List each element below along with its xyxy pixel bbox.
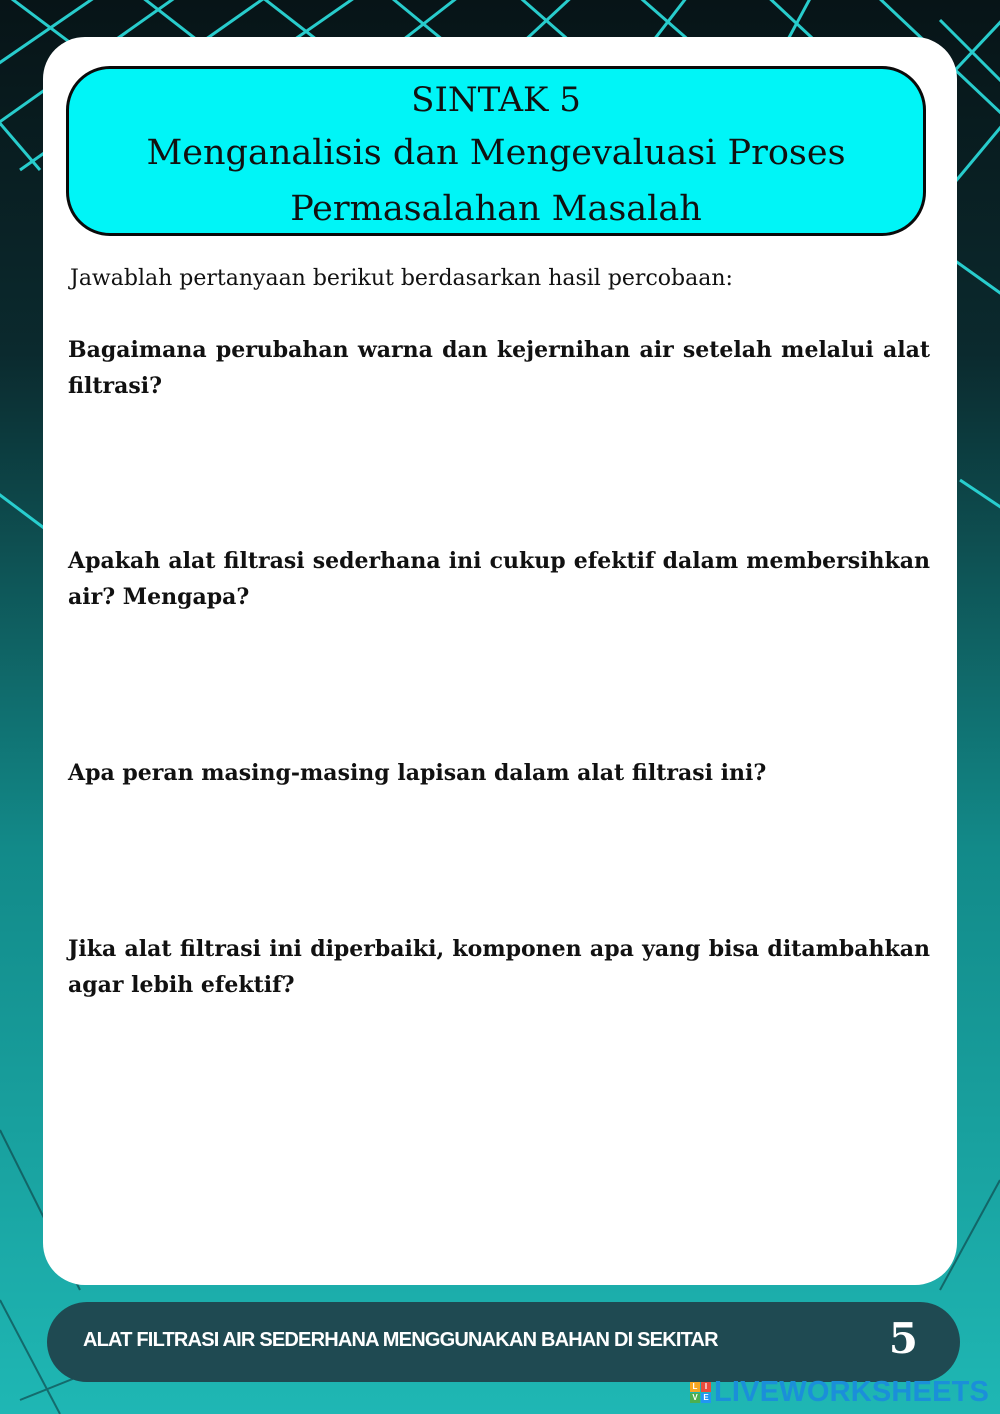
section-label: SINTAK 5 [411,80,581,120]
liveworksheets-watermark [690,1376,989,1408]
footer-bar [47,1302,960,1382]
footer-title: ALAT FILTRASI AIR SEDERHANA MENGGUNAKAN BAHAN DI SEKITAR [83,1329,718,1351]
question-1: Bagaimana perubahan warna dan kejernihan air setelah melalui alat filtrasi? [68,337,930,399]
instructions-text: Jawablah pertanyaan berikut berdasarkan hasil percobaan: [70,266,733,291]
watermark-text: LIVEWORKSHEETS [714,1375,990,1408]
question-3: Apa peran masing-masing lapisan dalam alat filtrasi ini? [68,760,767,786]
liveworksheets-logo-icon: L I V E [690,1382,711,1403]
section-title-line-1: Menganalisis dan Mengevaluasi Proses [146,133,846,173]
question-2: Apakah alat filtrasi sederhana ini cukup efektif dalam membersihkan air? Mengapa? [68,548,930,610]
question-4: Jika alat filtrasi ini diperbaiki, komponen apa yang bisa ditambahkan agar lebih efektif? [68,936,930,998]
title-banner [66,66,926,236]
section-title-line-2: Permasalahan Masalah [290,189,702,229]
page-number: 5 [888,1314,918,1363]
